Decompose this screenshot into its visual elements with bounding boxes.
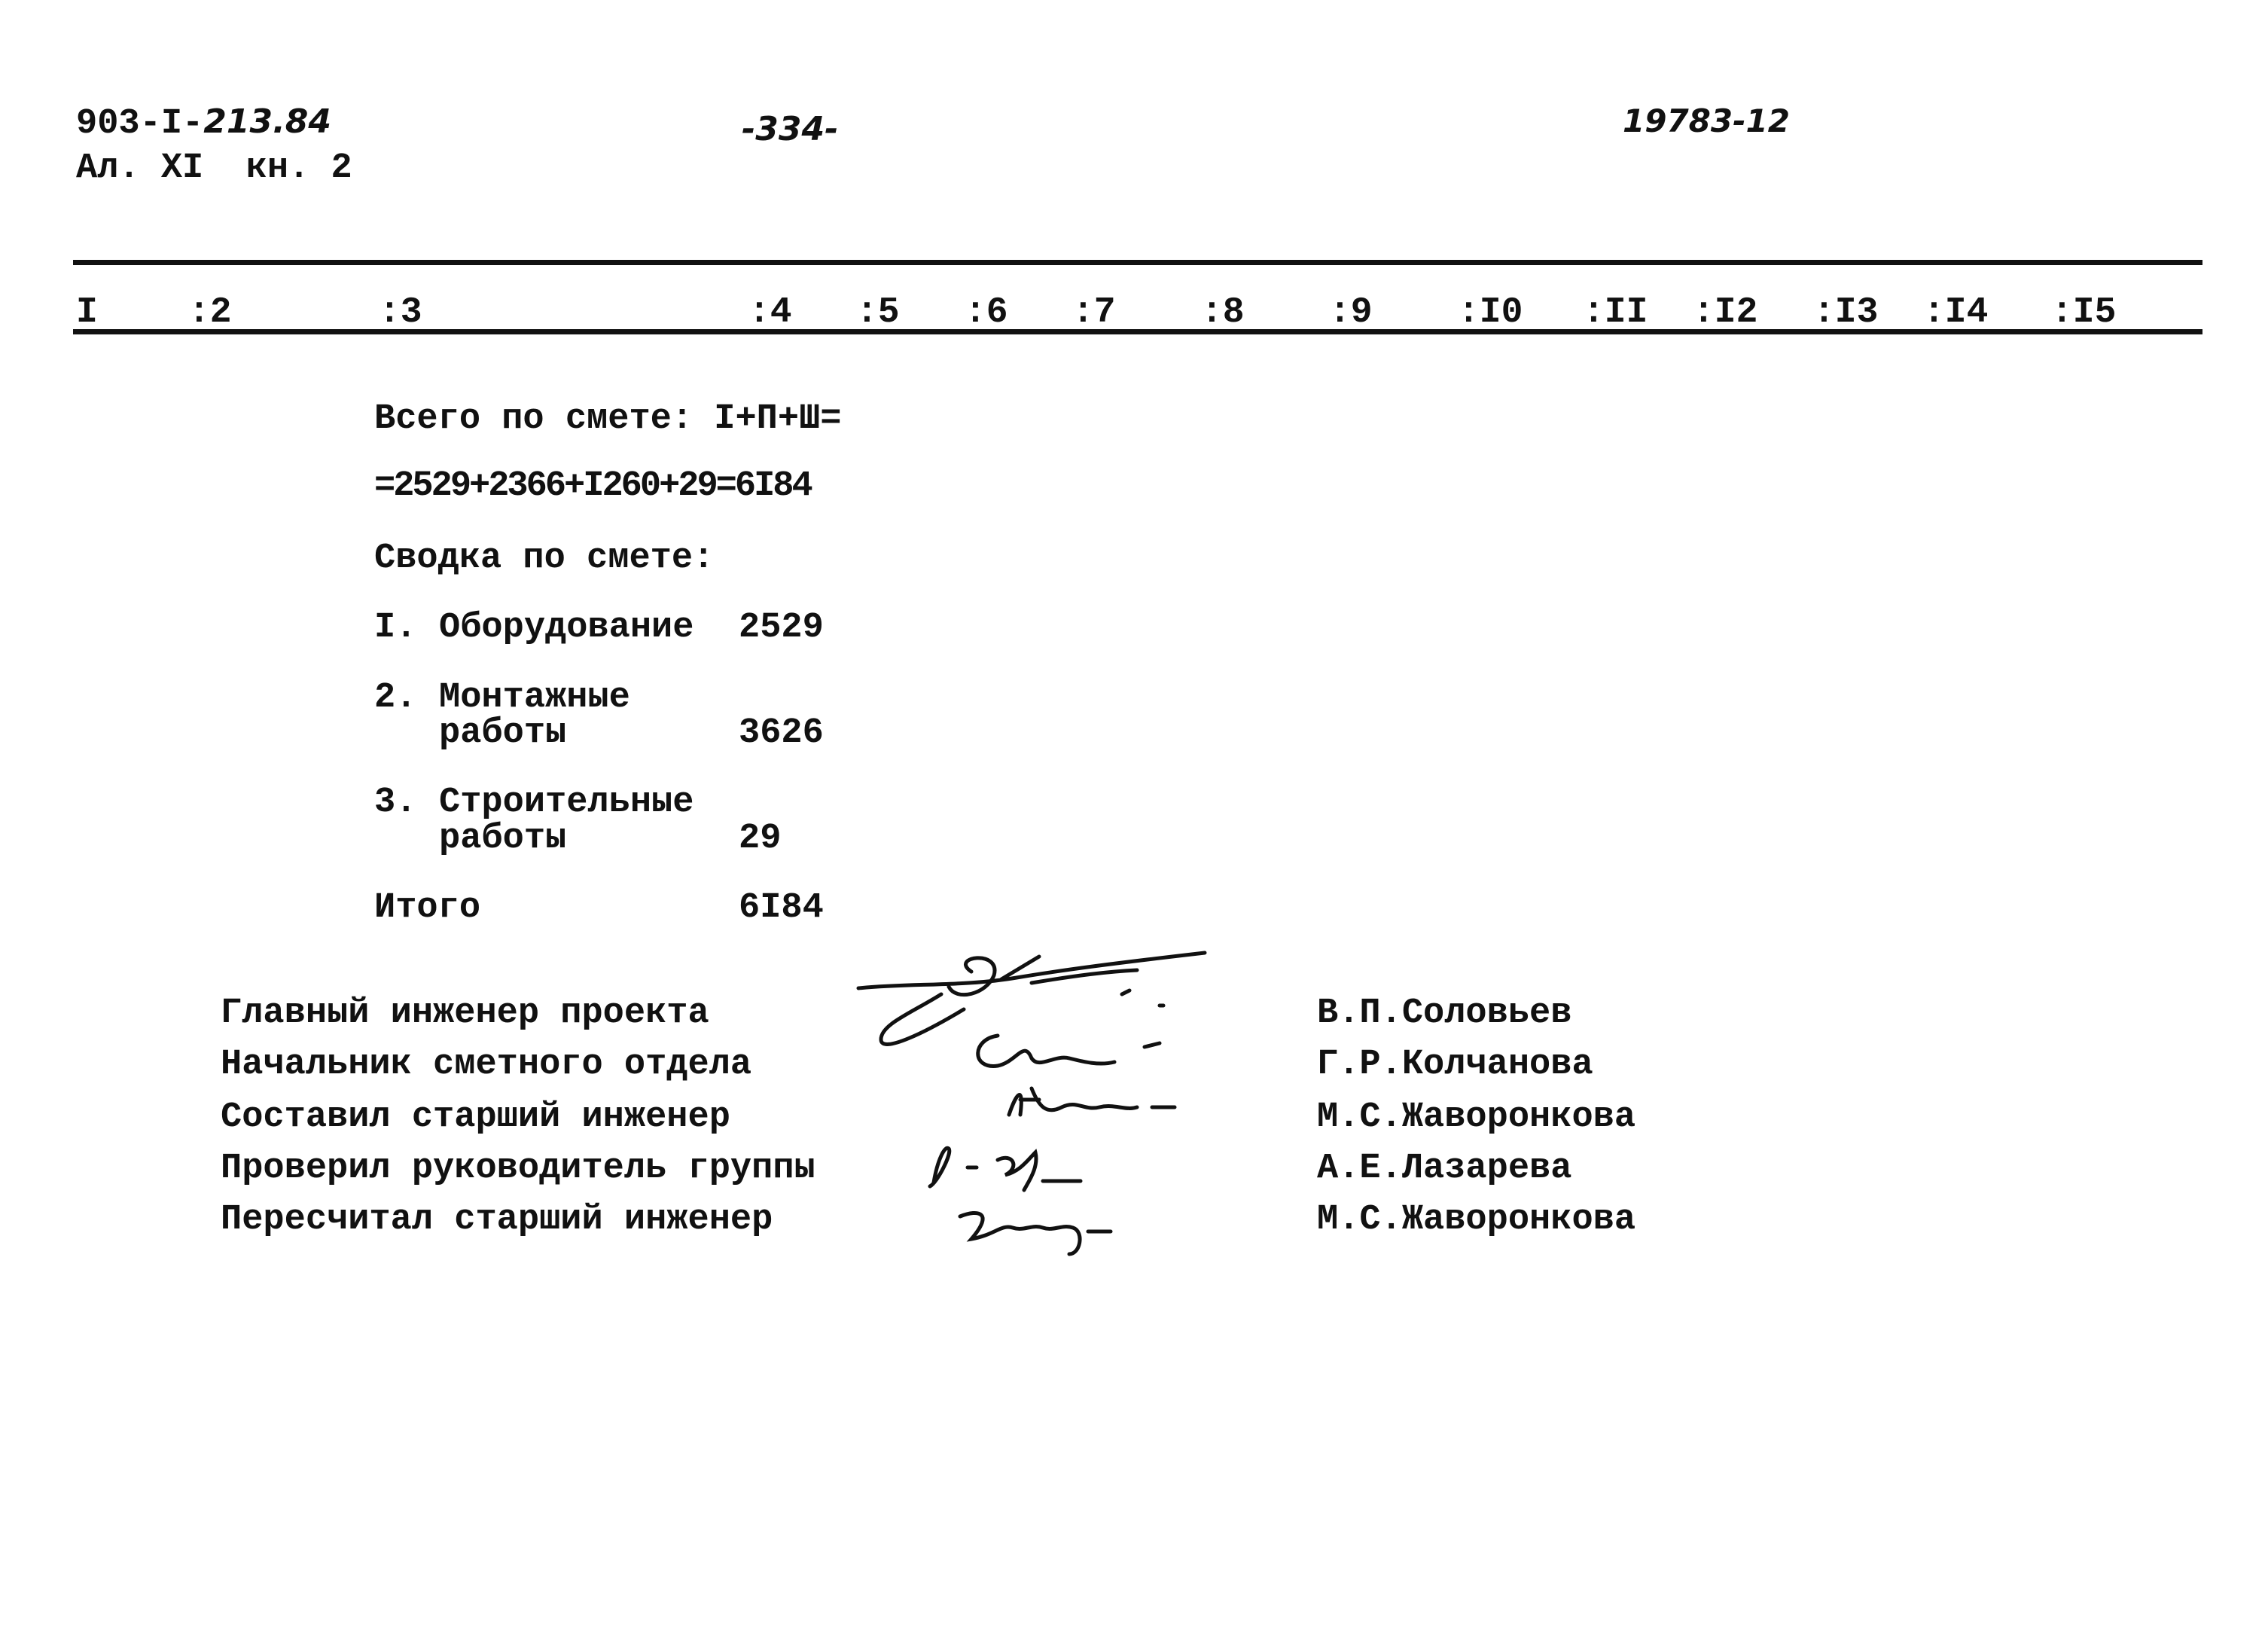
page-number: -334- <box>742 110 839 148</box>
document-code-handwritten: 213.84 <box>203 102 332 141</box>
item-number: I. <box>374 608 417 648</box>
total-value: 6I84 <box>739 888 824 928</box>
album-line: Ал. XI кн. 2 <box>76 148 352 188</box>
item-value: 29 <box>739 819 782 859</box>
signer-role: Проверил руководитель группы <box>221 1149 815 1189</box>
item-label: Монтажные <box>439 678 630 718</box>
column-number: :4 <box>748 292 792 333</box>
item-label: Строительные <box>439 783 694 822</box>
signature-scribble <box>994 1077 1190 1130</box>
column-number: :9 <box>1329 292 1373 333</box>
column-number: :I4 <box>1923 292 1989 333</box>
signer-role: Начальник сметного отдела <box>221 1045 752 1085</box>
totals-heading: Всего по смете: I+П+Ш= <box>374 399 842 439</box>
signature-scribble <box>915 1137 1126 1198</box>
archive-number: 19783-12 <box>1623 102 1790 139</box>
column-number: :7 <box>1072 292 1116 333</box>
item-label-continued: работы <box>439 713 567 753</box>
item-value: 3626 <box>739 713 824 753</box>
column-number: :I2 <box>1693 292 1758 333</box>
item-label-continued: работы <box>439 819 567 859</box>
document-code <box>76 102 332 144</box>
signer-role: Составил старший инженер <box>221 1097 730 1137</box>
column-number: :I0 <box>1458 292 1523 333</box>
column-number: :3 <box>379 292 422 333</box>
summary-heading: Сводка по смете: <box>374 539 715 578</box>
total-label: Итого <box>374 888 481 928</box>
signer-role: Главный инженер проекта <box>221 993 709 1033</box>
column-number: :I5 <box>2051 292 2117 333</box>
signature-scribble <box>956 1024 1182 1085</box>
signer-role: Пересчитал старший инженер <box>221 1200 773 1240</box>
column-number: :2 <box>188 292 232 333</box>
column-number: :8 <box>1201 292 1245 333</box>
signer-name: М.С.Жаворонкова <box>1317 1097 1636 1137</box>
signer-name: Г.Р.Колчанова <box>1317 1045 1593 1085</box>
column-number: :I3 <box>1813 292 1879 333</box>
column-number: :II <box>1583 292 1648 333</box>
column-number: :6 <box>965 292 1008 333</box>
item-label: Оборудование <box>439 608 694 648</box>
totals-formula: =2529+2366+I260+29=6I84 <box>374 466 811 506</box>
column-number: I <box>76 292 98 333</box>
column-number: :5 <box>856 292 900 333</box>
signature-scribble <box>949 1194 1145 1262</box>
table-top-rule <box>73 260 2202 265</box>
item-number: 2. <box>374 678 417 718</box>
item-value: 2529 <box>739 608 824 648</box>
document-code-printed: 903-I- <box>76 104 204 144</box>
signer-name: М.С.Жаворонкова <box>1317 1200 1636 1240</box>
signer-name: А.Е.Лазарева <box>1317 1149 1572 1189</box>
item-number: 3. <box>374 783 417 822</box>
signer-name: В.П.Соловьев <box>1317 993 1572 1033</box>
